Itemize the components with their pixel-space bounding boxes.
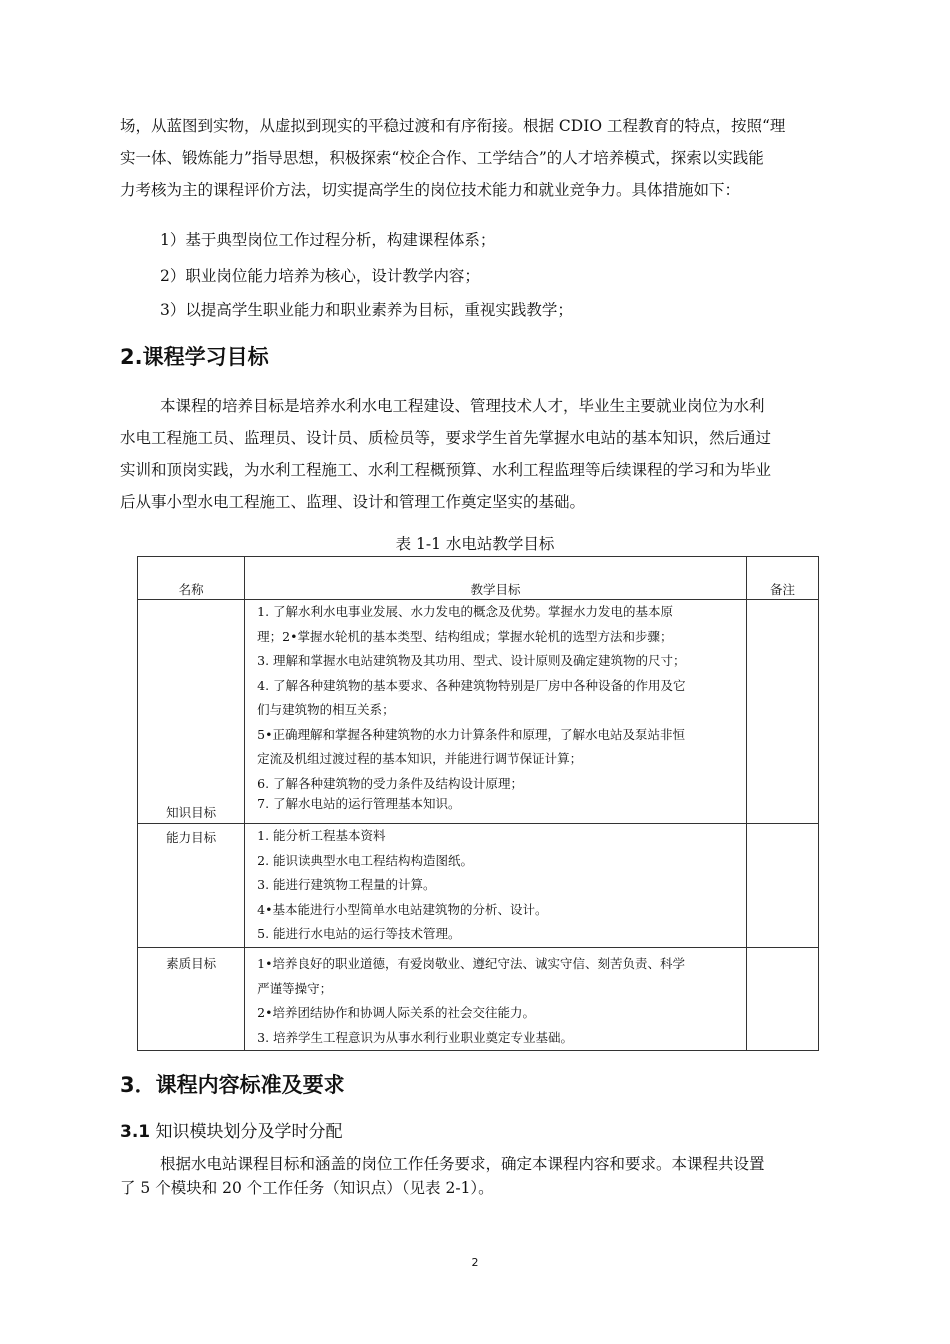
header-goal: 教学目标 bbox=[245, 557, 747, 600]
goal-line: 4•基本能进行小型简单水电站建筑物的分析、设计。 bbox=[257, 901, 548, 917]
row-name-ability: 能力目标 bbox=[138, 824, 245, 948]
subsection-title: 知识模块划分及学时分配 bbox=[155, 1122, 343, 1142]
measure-item-3: 3）以提高学生职业能力和职业素养为目标，重视实践教学； bbox=[160, 301, 573, 319]
table-row bbox=[138, 824, 819, 948]
goal-line: 5•正确理解和掌握各种建筑物的水力计算条件和原理，了解水电站及泵站非恒 bbox=[257, 726, 685, 742]
section-heading-2: 2.课程学习目标 bbox=[120, 345, 269, 369]
goal-line: 严谨等操守； bbox=[257, 980, 333, 996]
row-note-ability bbox=[746, 824, 818, 948]
row-goals-knowledge bbox=[245, 600, 747, 824]
objective-paragraph bbox=[120, 390, 835, 518]
goal-line: 1. 能分析工程基本资料 bbox=[257, 828, 386, 843]
goal-line: 2•培养团结协作和协调人际关系的社会交往能力。 bbox=[257, 1005, 535, 1020]
row-note-quality bbox=[746, 948, 818, 1051]
table-row bbox=[138, 948, 819, 1051]
table-row bbox=[138, 600, 819, 824]
row-goals-ability bbox=[245, 824, 747, 948]
row-name-quality: 素质目标 bbox=[138, 948, 245, 1051]
goal-line: 3. 培养学生工程意识为从事水利行业职业奠定专业基础。 bbox=[257, 1029, 574, 1045]
goal-line: 2. 能识读典型水电工程结构构造图纸。 bbox=[257, 852, 474, 868]
header-name: 名称 bbox=[138, 557, 245, 600]
objective-line: 后从事小型水电工程施工、监理、设计和管理工作奠定坚实的基础。 bbox=[120, 493, 586, 511]
module-line: 了 5 个模块和 20 个工作任务（知识点）（见表 2-1）。 bbox=[120, 1179, 494, 1197]
goal-line: 定流及机组过渡过程的基本知识，并能进行调节保证计算； bbox=[257, 751, 583, 766]
objective-line: 实训和顶岗实践，为水利工程施工、水利工程概预算、水利工程监理等后续课程的学习和为毕业 bbox=[120, 461, 772, 479]
table-header-row bbox=[138, 557, 819, 600]
intro-paragraph bbox=[120, 110, 835, 206]
goal-line: 5. 能进行水电站的运行等技术管理。 bbox=[257, 926, 461, 941]
row-name-knowledge: 知识目标 bbox=[138, 600, 245, 824]
subsection-heading-3-1 bbox=[120, 1117, 343, 1142]
section-heading-3: 3．课程内容标准及要求 bbox=[120, 1073, 345, 1097]
goal-line: 理；2•掌握水轮机的基本类型、结构组成；掌握水轮机的选型方法和步骤； bbox=[257, 628, 673, 644]
intro-line: 场，从蓝图到实物，从虚拟到现实的平稳过渡和有序衔接。根据 CDIO 工程教育的特点，按照“理 bbox=[120, 117, 786, 135]
goal-line: 6. 了解各种建筑物的受力条件及结构设计原理； bbox=[257, 775, 524, 791]
goal-line: 们与建筑物的相互关系； bbox=[257, 702, 395, 717]
table-caption: 表 1-1 水电站教学目标 bbox=[395, 535, 555, 553]
measure-item-1: 1）基于典型岗位工作过程分析，构建课程体系； bbox=[160, 231, 496, 249]
measure-item-2: 2）职业岗位能力培养为核心，设计教学内容； bbox=[160, 267, 480, 285]
goal-line: 7. 了解水电站的运行管理基本知识。 bbox=[257, 796, 461, 811]
goal-line: 1•培养良好的职业道德，有爱岗敬业、遵纪守法、诚实守信、刻苦负责、科学 bbox=[257, 956, 685, 971]
module-line: 根据水电站课程目标和涵盖的岗位工作任务要求，确定本课程内容和要求。本课程共设置 bbox=[160, 1155, 765, 1173]
teaching-goals-table bbox=[137, 556, 819, 1051]
goal-line: 4. 了解各种建筑物的基本要求、各种建筑物特别是厂房中各种设备的作用及它 bbox=[257, 677, 686, 693]
intro-line: 实一体、锻炼能力”指导思想，积极探索“校企合作、工学结合”的人才培养模式，探索以实践能 bbox=[120, 149, 764, 167]
header-note: 备注 bbox=[746, 557, 818, 600]
goal-line: 1. 了解水利水电事业发展、水力发电的概念及优势。掌握水力发电的基本原 bbox=[257, 604, 674, 619]
module-paragraph bbox=[120, 1152, 835, 1200]
row-note-knowledge bbox=[746, 600, 818, 824]
subsection-number: 3.1 bbox=[120, 1122, 151, 1142]
page-number: 2 bbox=[471, 1256, 479, 1269]
objective-line: 水电工程施工员、监理员、设计员、质检员等，要求学生首先掌握水电站的基本知识，然后通过 bbox=[120, 429, 772, 447]
objective-line: 本课程的培养目标是培养水利水电工程建设、管理技术人才，毕业生主要就业岗位为水利 bbox=[160, 397, 765, 415]
intro-line: 力考核为主的课程评价方法，切实提高学生的岗位技术能力和就业竞争力。具体措施如下： bbox=[120, 181, 741, 199]
row-goals-quality bbox=[245, 948, 747, 1051]
goal-line: 3. 能进行建筑物工程量的计算。 bbox=[257, 877, 436, 892]
goal-line: 3. 理解和掌握水电站建筑物及其功用、型式、设计原则及确定建筑物的尺寸； bbox=[257, 653, 686, 668]
